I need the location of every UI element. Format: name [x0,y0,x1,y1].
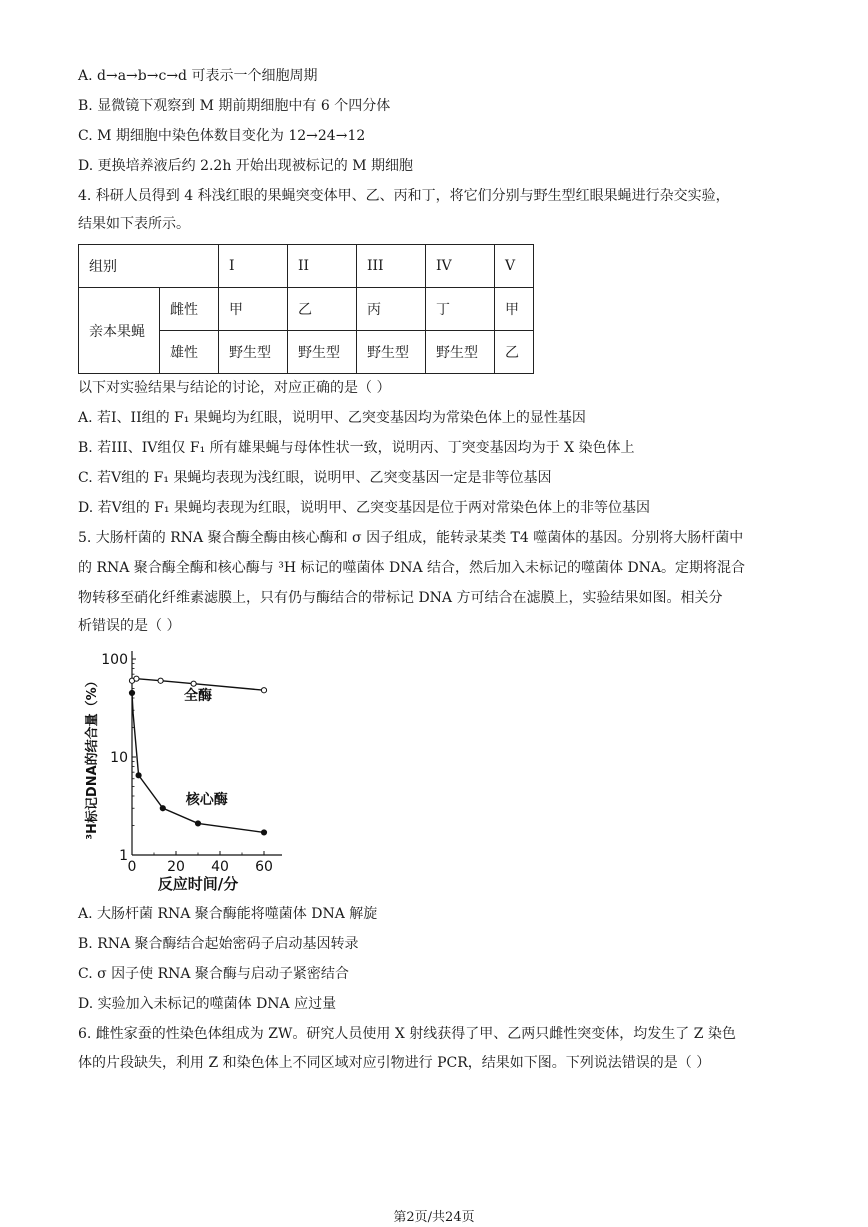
q4-stem-line-2: 结果如下表所示。 [78,216,190,232]
q3-option-a: A. d→a→b→c→d 可表示一个细胞周期 [78,68,318,84]
q6-stem-line-2: 体的片段缺失，利用 Z 和染色体上不同区域对应引物进行 PCR，结果如下图。下列说法错误的是（ ） [78,1055,711,1071]
table-male-label: 雄性 [160,331,219,374]
table-header-label: 组别 [79,245,219,288]
core-enzyme-series-line [132,693,264,832]
table-cell: 丁 [426,288,495,331]
table-female-row [79,288,534,331]
q5-stem-line-2: 的 RNA 聚合酶全酶和核心酶与 ³H 标记的噬菌体 DNA 结合，然后加入未标记的噬菌体 DNA。定期将混合 [78,560,746,576]
q6-stem-line-1: 6. 雌性家蚕的性染色体组成为 ZW。研究人员使用 X 射线获得了甲、乙两只雌性突变体，均发生了 Z 染色 [78,1026,736,1042]
full-enzyme-data-point [134,676,139,681]
q5-option-c: C. σ 因子使 RNA 聚合酶与启动子紧密结合 [78,966,349,982]
q4-option-a: A. 若I、II组的 F₁ 果蝇均为红眼，说明甲、乙突变基因均为常染色体上的显性基因 [78,410,586,426]
table-cell: 野生型 [219,331,288,374]
full-enzyme-data-point [261,688,266,693]
y-tick-label: 10 [110,750,128,766]
table-group-5: V [495,245,534,288]
q5-option-d: D. 实验加入未标记的噬菌体 DNA 应过量 [78,996,337,1012]
table-row-label: 亲本果蝇 [79,288,160,374]
x-tick-label: 60 [255,859,273,875]
table-header-row [79,245,534,288]
core-enzyme-data-point [136,773,141,778]
y-tick-label: 1 [119,848,128,864]
table-cell: 乙 [288,288,357,331]
table-group-4: IV [426,245,495,288]
table-group-1: I [219,245,288,288]
table-cell: 野生型 [288,331,357,374]
table-cell: 野生型 [357,331,426,374]
x-tick-label: 20 [167,859,185,875]
binding-chart [80,645,300,895]
full-enzyme-series-label: 全酶 [184,688,212,705]
core-enzyme-data-point [129,690,134,695]
table-cell: 野生型 [426,331,495,374]
page-footer: 第2页/共24页 [393,1210,475,1225]
q4-question: 以下对实验结果与结论的讨论，对应正确的是（ ） [78,380,391,396]
y-tick-label: 100 [101,652,128,668]
table-cell: 乙 [495,331,534,374]
q4-option-b: B. 若III、IV组仅 F₁ 所有雄果蝇与母体性状一致，说明丙、丁突变基因均为于 X 染色体上 [78,440,635,456]
x-axis-label: 反应时间/分 [157,875,239,893]
core-enzyme-data-point [261,830,266,835]
q3-option-c: C. M 期细胞中染色体数目变化为 12→24→12 [78,128,366,144]
q5-stem-line-4: 析错误的是（ ） [78,618,181,634]
table-group-2: II [288,245,357,288]
table-group-3: III [357,245,426,288]
full-enzyme-data-point [191,681,196,686]
table-cell: 丙 [357,288,426,331]
q5-option-b: B. RNA 聚合酶结合起始密码子启动基因转录 [78,936,359,952]
q5-option-a: A. 大肠杆菌 RNA 聚合酶能将噬菌体 DNA 解旋 [78,906,378,922]
x-tick-label: 0 [127,859,137,875]
y-axis-label: ³H标记DNA的结合量（%） [85,674,100,840]
core-enzyme-data-point [195,821,200,826]
table-cell: 甲 [219,288,288,331]
core-enzyme-data-point [160,806,165,811]
q4-option-c: C. 若V组的 F₁ 果蝇均表现为浅红眼，说明甲、乙突变基因一定是非等位基因 [78,470,552,486]
q3-option-b: B. 显微镜下观察到 M 期前期细胞中有 6 个四分体 [78,98,391,114]
q5-stem-line-1: 5. 大肠杆菌的 RNA 聚合酶全酶由核心酶和 σ 因子组成，能转录某类 T4 噬菌体的基因。分别将大肠杆菌中 [78,530,744,546]
q5-stem-line-3: 物转移至硝化纤维素滤膜上，只有仍与酶结合的带标记 DNA 方可结合在滤膜上，实验结果如图。相关分 [78,590,723,606]
x-tick-label: 40 [211,859,229,875]
full-enzyme-data-point [158,678,163,683]
core-enzyme-series-label: 核心酶 [185,792,228,809]
table-female-label: 雌性 [160,288,219,331]
q3-option-d: D. 更换培养液后约 2.2h 开始出现被标记的 M 期细胞 [78,158,414,174]
q4-stem-line-1: 4. 科研人员得到 4 科浅红眼的果蝇突变体甲、乙、丙和丁，将它们分别与野生型红眼果蝇进行杂交实验， [78,188,730,204]
q4-option-d: D. 若V组的 F₁ 果蝇均表现为红眼，说明甲、乙突变基因是位于两对常染色体上的非等位基因 [78,500,650,516]
experiment-table [78,244,534,374]
table-cell: 甲 [495,288,534,331]
